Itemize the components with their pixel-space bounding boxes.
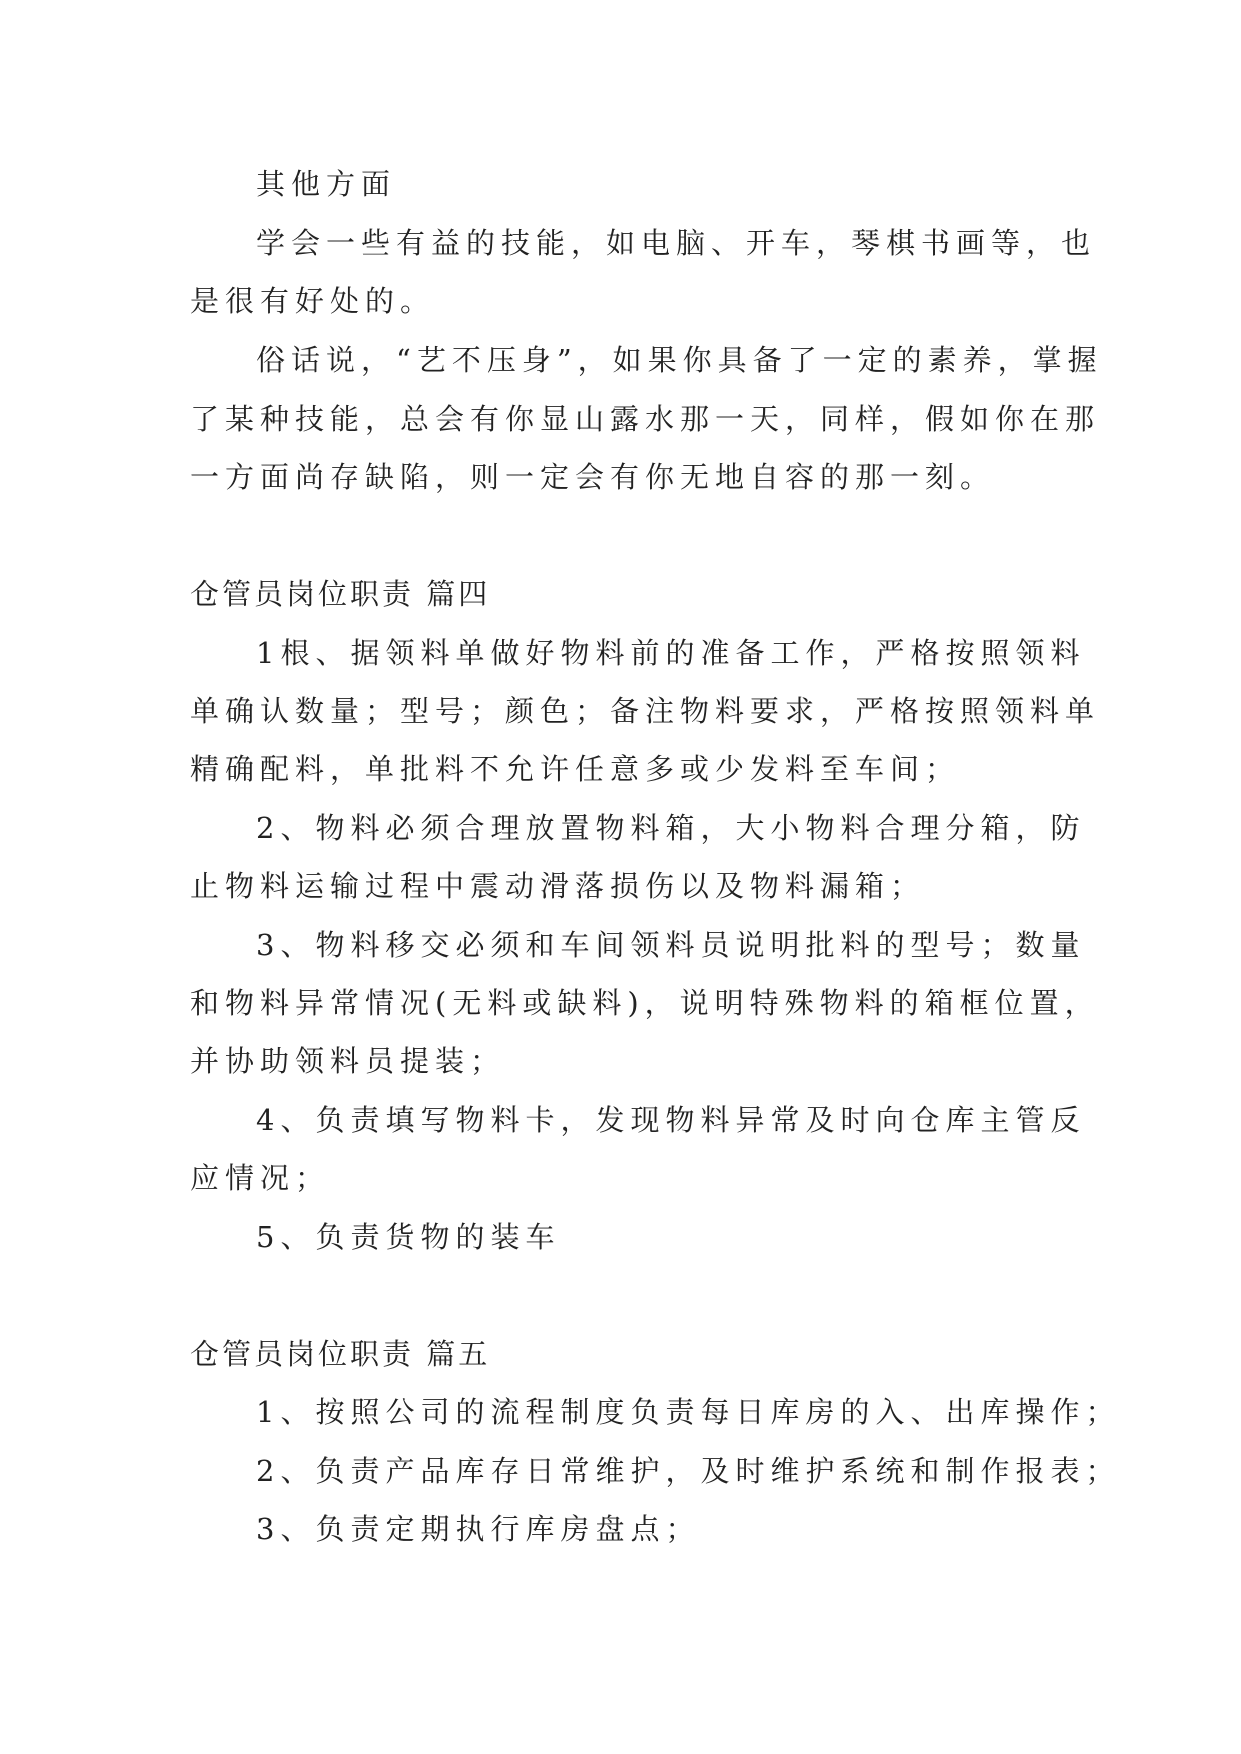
paragraph-line: 了某种技能，总会有你显山露水那一天，同样，假如你在那 — [190, 402, 1101, 436]
list-item-line: 止物料运输过程中震动滑落损伤以及物料漏箱； — [190, 869, 926, 903]
list-item-line: 应情况； — [190, 1161, 331, 1195]
list-item-line: 单确认数量；型号；颜色；备注物料要求，严格按照领料单 — [190, 694, 1101, 728]
list-item-line: 2、负责产品库存日常维护，及时维护系统和制作报表； — [256, 1454, 1121, 1488]
list-item-line: 1根、据领料单做好物料前的准备工作，严格按照领料 — [256, 636, 1086, 670]
section-title-other: 其他方面 — [256, 167, 397, 201]
paragraph-line: 学会一些有益的技能，如电脑、开车，琴棋书画等，也 — [256, 226, 1097, 260]
paragraph-line: 是很有好处的。 — [190, 284, 436, 318]
paragraph-line: 俗话说，“艺不压身”，如果你具备了一定的素养，掌握 — [256, 343, 1103, 377]
paragraph-line: 一方面尚存缺陷，则一定会有你无地自容的那一刻。 — [190, 460, 996, 494]
list-item-line: 1、按照公司的流程制度负责每日库房的入、出库操作； — [256, 1395, 1121, 1429]
section-heading-four: 仓管员岗位职责 篇四 — [190, 577, 491, 611]
list-item-line: 2、物料必须合理放置物料箱，大小物料合理分箱，防 — [256, 811, 1086, 845]
list-item-line: 5、负责货物的装车 — [256, 1220, 561, 1254]
list-item-line: 3、物料移交必须和车间领料员说明批料的型号；数量 — [256, 928, 1086, 962]
section-heading-five: 仓管员岗位职责 篇五 — [190, 1337, 491, 1371]
list-item-line: 精确配料，单批料不允许任意多或少发料至车间； — [190, 752, 961, 786]
list-item-line: 4、负责填写物料卡，发现物料异常及时向仓库主管反 — [256, 1103, 1086, 1137]
list-item-line: 并协助领料员提装； — [190, 1044, 506, 1078]
list-item-line: 3、负责定期执行库房盘点； — [256, 1512, 701, 1546]
list-item-line: 和物料异常情况(无料或缺料)，说明特殊物料的箱框位置， — [190, 986, 1100, 1020]
